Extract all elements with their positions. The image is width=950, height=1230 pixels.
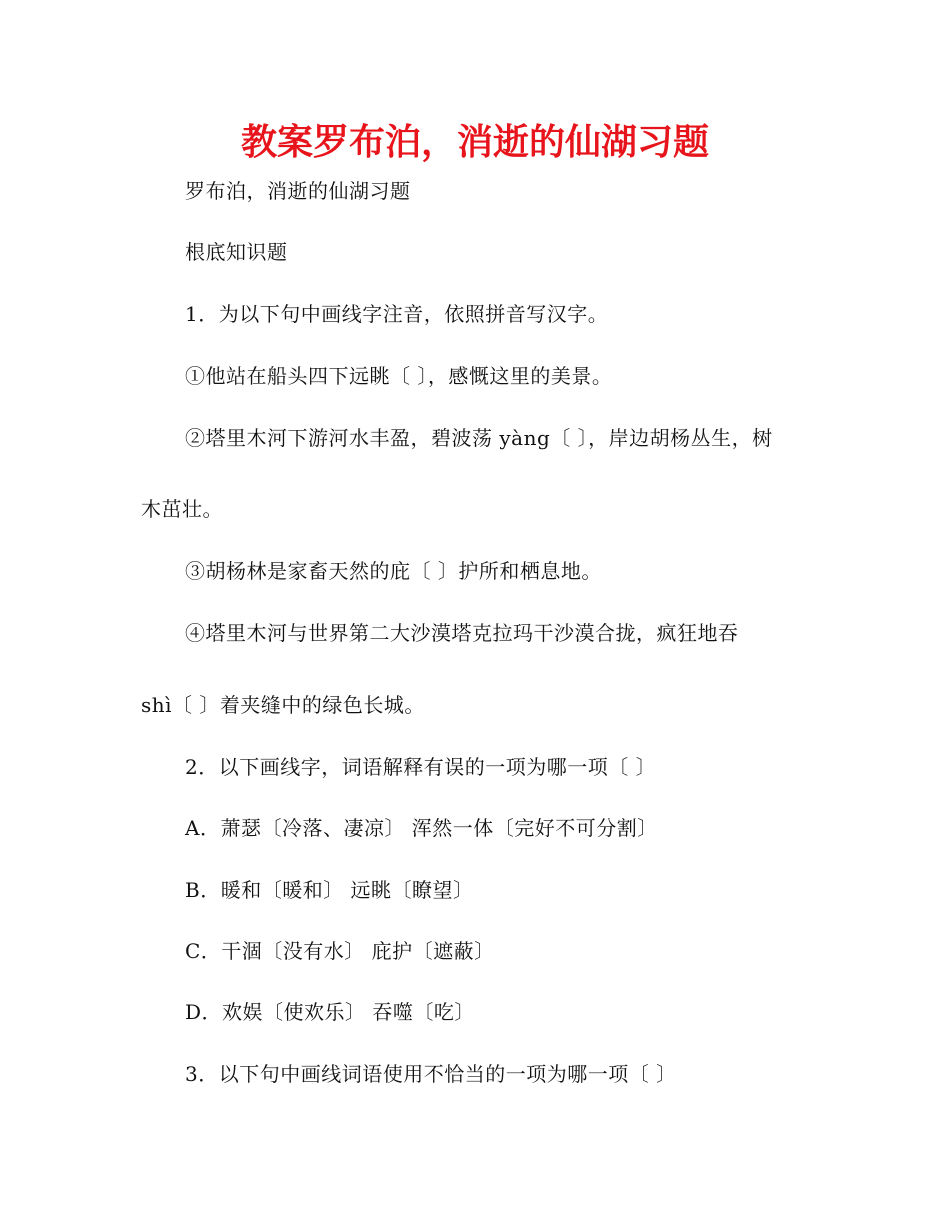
question-1-item-1: ①他站在船头四下远眺〔 〕，感慨这里的美景。 <box>185 364 613 388</box>
section-heading: 根底知识题 <box>185 240 288 264</box>
question-2: 2．以下画线字，词语解释有误的一项为哪一项〔 〕 <box>185 755 657 779</box>
question-1-item-3: ③胡杨林是家畜天然的庇〔 〕护所和栖息地。 <box>185 559 602 583</box>
subtitle-line: 罗布泊，消逝的仙湖习题 <box>185 179 411 203</box>
question-2-option-b: B．暖和〔暖和〕 远眺〔瞭望〕 <box>185 878 474 902</box>
question-1-item-2: ②塔里木河下游河水丰盈，碧波荡 yàng〔 〕，岸边胡杨丛生，树 <box>185 426 773 450</box>
question-3: 3．以下句中画线词语使用不恰当的一项为哪一项〔 〕 <box>185 1062 677 1086</box>
page-title: 教案罗布泊，消逝的仙湖习题 <box>240 122 709 163</box>
question-1-item-4: ④塔里木河与世界第二大沙漠塔克拉玛干沙漠合拢，疯狂地吞 <box>185 621 739 645</box>
question-2-option-a: A．萧瑟〔冷落、凄凉〕 浑然一体〔完好不可分割〕 <box>185 816 658 840</box>
question-1-item-4-continued: shì〔 〕着夹缝中的绿色长城。 <box>141 693 425 717</box>
question-1-item-2-continued: 木茁壮。 <box>141 497 223 521</box>
question-2-option-d: D．欢娱〔使欢乐〕 吞噬〔吃〕 <box>185 1000 475 1024</box>
question-1: 1．为以下句中画线字注音，依照拼音写汉字。 <box>185 302 609 326</box>
question-2-option-c: C．干涸〔没有水〕 庇护〔遮蔽〕 <box>185 939 495 963</box>
